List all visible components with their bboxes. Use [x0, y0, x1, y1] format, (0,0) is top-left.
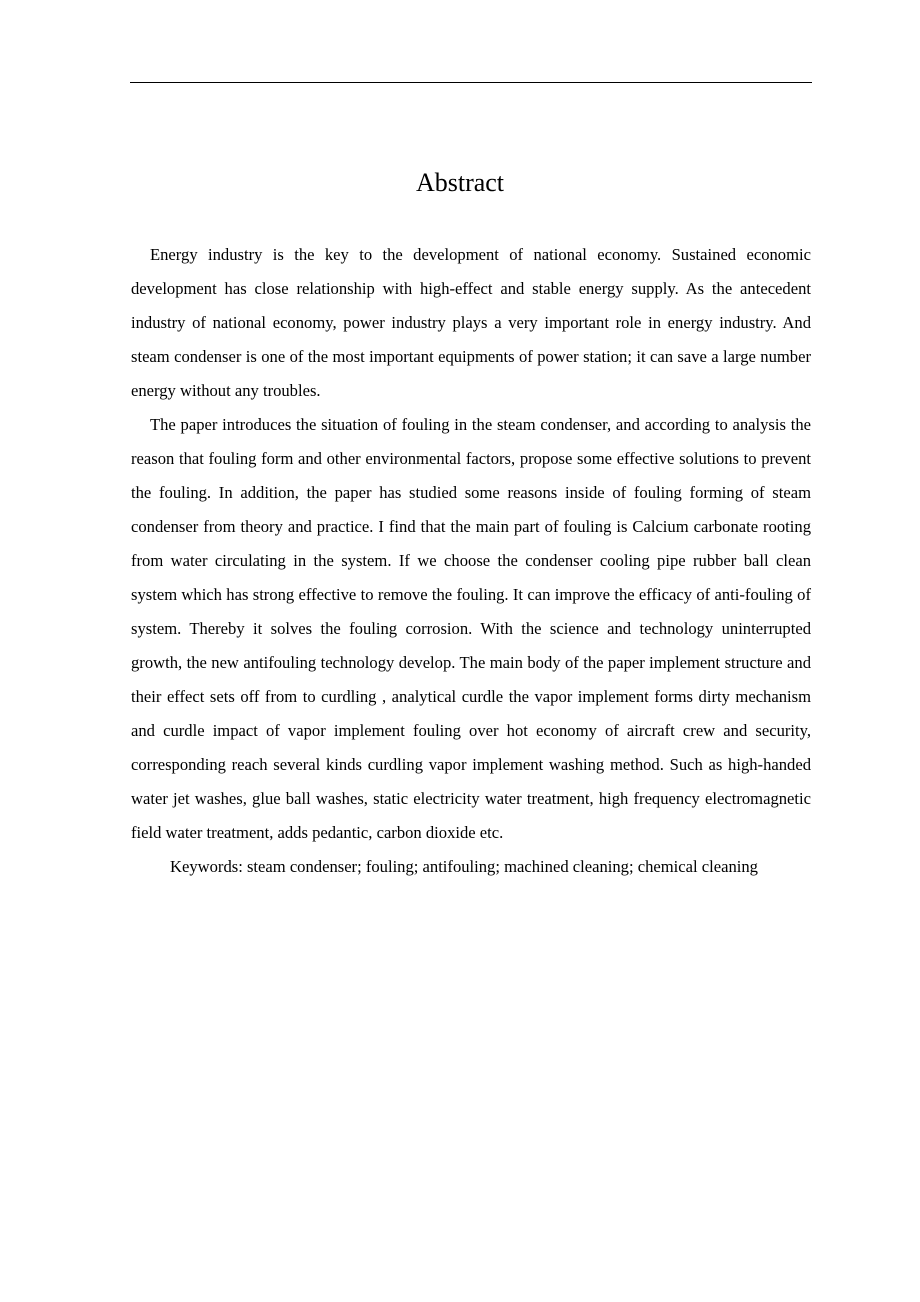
abstract-body	[131, 238, 811, 884]
abstract-paragraph-2: The paper introduces the situation of fouling in the steam condenser, and according to analysis the reason that fouling form and other environmental factors, propose some effective solutions to prevent the fouling. In addition, the paper has studied some reasons inside of fouling forming of steam condenser from theory and practice. I find that the main part of fouling is Calcium carbonate rooting from water circulating in the system. If we choose the condenser cooling pipe rubber ball clean system which has strong effective to remove the fouling. It can improve the efficacy of anti-fouling of system. Thereby it solves the fouling corrosion. With the science and technology uninterrupted growth, the new antifouling technology develop. The main body of the paper implement structure and their effect sets off from to curdling , analytical curdle the vapor implement forms dirty mechanism and curdle impact of vapor implement fouling over hot economy of aircraft crew and security, corresponding reach several kinds curdling vapor implement washing method. Such as high-handed water jet washes, glue ball washes, static electricity water treatment, high frequency electromagnetic field water treatment, adds pedantic, carbon dioxide etc.	[131, 415, 811, 842]
keywords-line: Keywords: steam condenser; fouling; antifouling; machined cleaning; chemical cleaning	[170, 857, 758, 876]
header-rule	[130, 82, 812, 83]
page-title: Abstract	[415, 168, 505, 197]
abstract-paragraph-1: Energy industry is the key to the development of national economy. Sustained economic development has close relationship with high-effect and stable energy supply. As the antecedent industry of national economy, power industry plays a very important role in energy industry. And steam condenser is one of the most important equipments of power station; it can save a large number energy without any troubles.	[131, 245, 811, 400]
